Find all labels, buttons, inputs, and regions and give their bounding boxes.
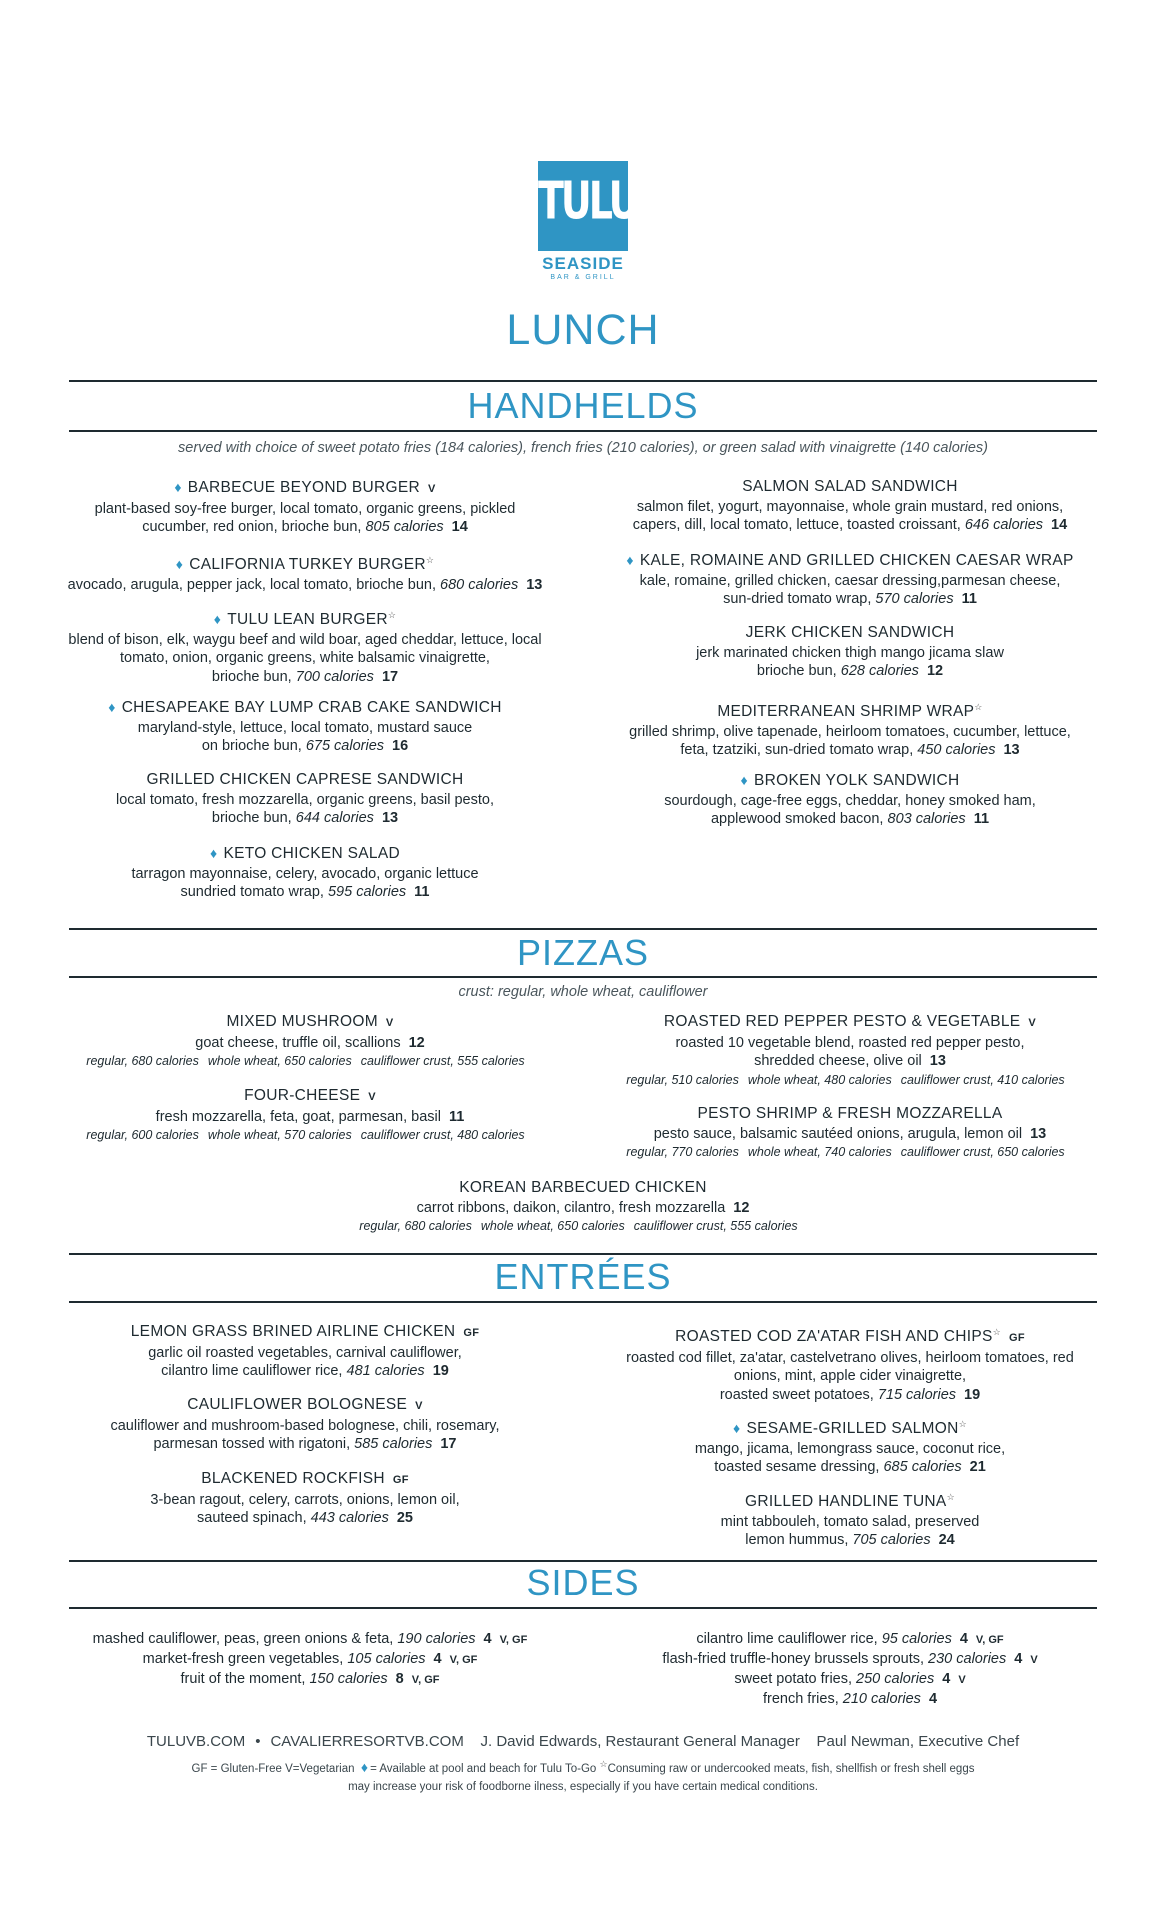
item-description: plant-based soy-free burger, local tomato, organic greens, pickled — [94, 500, 516, 517]
menu-item — [600, 1488, 1100, 1550]
item-calories: 715 calories — [877, 1386, 957, 1403]
item-price: 4 — [433, 1651, 442, 1667]
item-price: 25 — [396, 1510, 413, 1526]
item-calories: 210 calories — [842, 1691, 921, 1707]
item-tag: V, GF — [499, 1634, 528, 1646]
item-name: KOREAN BARBECUED CHICKEN — [459, 1179, 707, 1196]
divider — [69, 1301, 1097, 1303]
item-description: garlic oil roasted vegetables, carnival cauliflower, — [148, 1344, 462, 1361]
item-description: onions, mint, apple cider vinaigrette, — [733, 1368, 967, 1385]
item-description: cucumber, red onion, brioche bun, — [142, 519, 362, 535]
item-description: blend of bison, elk, waygu beef and wild boar, aged cheddar, lettuce, local — [68, 631, 542, 648]
manager-credit: J. David Edwards, Restaurant General Manager — [480, 1733, 800, 1750]
handhelds-note: served with choice of sweet potato fries (184 calories), french fries (210 calories), or green salad with vinaigrette (140 calories) — [178, 440, 988, 456]
side-item — [60, 1650, 560, 1670]
item-calories: 680 calories — [440, 576, 519, 593]
item-name: LEMON GRASS BRINED AIRLINE CHICKEN — [130, 1323, 456, 1340]
legend-text: GF = Gluten-Free V=Vegetarian — [191, 1762, 355, 1775]
menu-item — [60, 1396, 550, 1454]
item-price: 16 — [392, 738, 409, 754]
side-name: flash-fried truffle-honey brussels sprouts, — [662, 1651, 925, 1667]
item-price: 12 — [733, 1199, 750, 1216]
pizzas-note: crust: regular, whole wheat, cauliflower — [458, 984, 708, 1000]
item-name: FOUR-CHEESE — [244, 1087, 361, 1104]
item-calories: 805 calories — [365, 519, 444, 535]
divider — [69, 928, 1097, 930]
item-price: 13 — [381, 810, 399, 826]
item-price: 11 — [448, 1108, 465, 1125]
item-description: cauliflower and mushroom-based bolognese, chili, rosemary, — [110, 1417, 500, 1434]
section-heading-pizzas: PIZZAS — [516, 932, 650, 973]
item-description: pesto sauce, balsamic sautéed onions, arugula, lemon oil — [653, 1125, 1023, 1142]
item-tag: V — [385, 1017, 394, 1029]
section-heading-sides: SIDES — [526, 1562, 640, 1603]
menu-item — [60, 844, 550, 902]
diamond-icon: ♦ — [213, 611, 222, 628]
item-description: mint tabbouleh, tomato salad, preserved — [720, 1513, 980, 1530]
item-price: 4 — [1014, 1651, 1023, 1667]
divider — [69, 1607, 1097, 1609]
item-description: sundried tomato wrap, — [180, 884, 324, 900]
item-description: on brioche bun, — [201, 738, 302, 754]
divider — [69, 976, 1097, 978]
item-price: 17 — [440, 1436, 457, 1452]
item-calories: 628 calories — [840, 663, 919, 679]
item-description: 3-bean ragout, celery, carrots, onions, lemon oil, — [150, 1491, 460, 1508]
item-description: avocado, arugula, pepper jack, local tomato, brioche bun, — [67, 576, 436, 593]
crust-calories: regular, 770 calories — [626, 1145, 739, 1159]
item-calories: 450 calories — [917, 742, 996, 759]
item-price: 14 — [451, 519, 468, 535]
asterisk-icon: ☆ — [992, 1327, 1001, 1337]
crust-calories: whole wheat, 740 calories — [747, 1145, 892, 1159]
menu-item — [600, 698, 1100, 760]
item-price: 14 — [1051, 517, 1068, 533]
side-item — [60, 1630, 560, 1650]
item-name: TULU LEAN BURGER — [227, 611, 388, 629]
menu-item — [600, 1105, 1100, 1162]
item-description: carrot ribbons, daikon, cilantro, fresh mozzarella — [416, 1199, 726, 1216]
side-name: mashed cauliflower, peas, green onions & feta, — [92, 1631, 394, 1647]
side-item — [600, 1650, 1100, 1670]
item-name: MIXED MUSHROOM — [226, 1013, 378, 1030]
item-calories: 95 calories — [881, 1631, 952, 1647]
item-description: shredded cheese, olive oil — [754, 1053, 922, 1069]
crust-calories: cauliflower crust, 555 calories — [633, 1219, 798, 1233]
item-description: brioche bun, — [211, 810, 292, 826]
item-calories: 646 calories — [964, 517, 1044, 533]
item-tag: V — [1028, 1017, 1037, 1029]
item-description: fresh mozzarella, feta, goat, parmesan, basil — [155, 1108, 441, 1125]
page-title: LUNCH — [506, 306, 660, 354]
item-description: roasted cod fillet, za'atar, castelvetrano olives, heirloom tomatoes, red — [626, 1349, 1074, 1366]
menu-item — [600, 551, 1100, 609]
menu-item — [600, 1013, 1100, 1089]
logo-subtitle: BAR & GRILL — [550, 274, 616, 281]
item-name: CAULIFLOWER BOLOGNESE — [187, 1396, 408, 1413]
item-calories: 803 calories — [887, 811, 966, 827]
item-price: 11 — [973, 811, 990, 827]
item-tag: V, GF — [975, 1634, 1004, 1646]
item-calories: 644 calories — [295, 810, 374, 826]
menu-item — [60, 771, 550, 828]
item-name: ROASTED RED PEPPER PESTO & VEGETABLE — [663, 1013, 1021, 1030]
item-tag: V, GF — [411, 1674, 440, 1686]
sides-list-left — [60, 1630, 560, 1690]
item-price: 19 — [432, 1363, 449, 1379]
item-description: local tomato, fresh mozzarella, organic greens, basil pesto, — [116, 791, 494, 808]
diamond-icon: ♦ — [108, 699, 116, 715]
item-price: 13 — [526, 576, 543, 593]
item-name: BARBECUE BEYOND BURGER — [187, 479, 421, 496]
item-description: applewood smoked bacon, — [710, 811, 884, 827]
item-name: BROKEN YOLK SANDWICH — [753, 772, 960, 789]
item-calories: 585 calories — [354, 1436, 433, 1452]
item-description: brioche bun, — [211, 668, 292, 685]
item-tag: V — [415, 1400, 423, 1412]
item-name: GRILLED CHICKEN CAPRESE SANDWICH — [146, 771, 464, 788]
item-calories: 150 calories — [309, 1671, 388, 1687]
crust-calories: cauliflower crust, 650 calories — [900, 1145, 1065, 1159]
item-description: salmon filet, yogurt, mayonnaise, whole grain mustard, red onions, — [636, 498, 1064, 515]
item-price: 19 — [964, 1386, 981, 1403]
asterisk-icon: ☆ — [974, 702, 983, 712]
side-name: cilantro lime cauliflower rice, — [696, 1631, 878, 1647]
item-description: cilantro lime cauliflower rice, — [161, 1363, 343, 1379]
chef-credit: Paul Newman, Executive Chef — [816, 1733, 1020, 1750]
item-description: feta, tzatziki, sun-dried tomato wrap, — [680, 742, 914, 759]
footer — [0, 1733, 1166, 1750]
asterisk-icon: ☆ — [425, 555, 435, 565]
item-calories: 595 calories — [327, 884, 407, 900]
side-item — [60, 1670, 560, 1690]
crust-calories: regular, 510 calories — [626, 1072, 739, 1087]
tulu-logo — [538, 161, 637, 251]
menu-item — [60, 1087, 560, 1145]
website-link[interactable]: CAVALIERRESORTVB.COM — [270, 1733, 464, 1750]
item-description: toasted sesame dressing, — [714, 1459, 880, 1476]
menu-item — [600, 771, 1100, 829]
legend-text: = Available at pool and beach for Tulu To-Go — [370, 1762, 597, 1775]
item-description: brioche bun, — [756, 663, 837, 679]
item-tag: V — [368, 1091, 376, 1103]
side-item — [600, 1670, 1100, 1690]
diamond-icon: ♦ — [733, 1420, 741, 1437]
logo-mark: TULU — [538, 171, 637, 231]
asterisk-icon: ☆ — [946, 1492, 955, 1502]
item-name: CHESAPEAKE BAY LUMP CRAB CAKE SANDWICH — [121, 699, 502, 716]
item-tag: V, GF — [449, 1654, 478, 1666]
item-price: 11 — [414, 884, 430, 900]
asterisk-icon: ☆ — [599, 1759, 608, 1769]
item-calories: 190 calories — [397, 1631, 476, 1647]
item-price: 4 — [959, 1631, 968, 1647]
item-calories: 700 calories — [295, 668, 374, 685]
item-name: PESTO SHRIMP & FRESH MOZZARELLA — [697, 1105, 1003, 1122]
logo-name: SEASIDE — [542, 254, 624, 273]
item-name: ROASTED COD ZA'ATAR FISH AND CHIPS — [675, 1328, 993, 1346]
item-name: KALE, ROMAINE AND GRILLED CHICKEN CAESAR WRAP — [639, 552, 1074, 569]
menu-item — [600, 624, 1100, 681]
item-tag: V — [428, 483, 436, 495]
item-calories: 443 calories — [310, 1510, 389, 1526]
legend-text: Consuming raw or undercooked meats, fish, shellfish or fresh shell eggs — [607, 1762, 975, 1775]
item-price: 8 — [395, 1671, 404, 1687]
item-tag: V — [958, 1674, 966, 1686]
side-item — [600, 1690, 1100, 1709]
item-name: BLACKENED ROCKFISH — [201, 1470, 385, 1487]
divider — [69, 380, 1097, 382]
item-price: 13 — [929, 1053, 946, 1069]
item-tag: GF — [392, 1474, 409, 1486]
item-description: capers, dill, local tomato, lettuce, toasted croissant, — [632, 517, 961, 533]
menu-item — [60, 698, 550, 756]
crust-calories: regular, 600 calories — [86, 1128, 199, 1142]
item-description: maryland-style, lettuce, local tomato, mustard sauce — [137, 719, 473, 736]
menu-item — [60, 1013, 560, 1071]
diamond-icon: ♦ — [360, 1758, 369, 1775]
divider — [69, 1253, 1097, 1255]
item-price: 13 — [1030, 1125, 1047, 1142]
crust-calories: regular, 680 calories — [86, 1054, 199, 1068]
divider — [69, 430, 1097, 432]
section-heading-entrees: ENTRÉES — [494, 1256, 672, 1297]
item-description: sun-dried tomato wrap, — [723, 591, 872, 607]
section-heading-handhelds: HANDHELDS — [467, 385, 699, 426]
item-calories: 250 calories — [856, 1671, 935, 1687]
menu-item — [60, 551, 550, 594]
crust-calories: cauliflower crust, 480 calories — [360, 1128, 525, 1142]
item-description: roasted sweet potatoes, — [719, 1386, 874, 1403]
diamond-icon: ♦ — [174, 479, 182, 495]
crust-calories: cauliflower crust, 410 calories — [900, 1072, 1065, 1087]
item-name: SALMON SALAD SANDWICH — [742, 478, 958, 495]
side-name: french fries, — [762, 1691, 839, 1707]
legend-text: may increase your risk of foodborne ilness, especially if you have certain medical conditions. — [348, 1780, 818, 1793]
item-description: sauteed spinach, — [197, 1510, 307, 1526]
item-description: grilled shrimp, olive tapenade, heirloom tomatoes, cucumber, lettuce, — [629, 723, 1071, 740]
side-name: market-fresh green vegetables, — [142, 1651, 344, 1667]
menu-item — [60, 1323, 550, 1381]
website-link[interactable]: TULUVB.COM — [146, 1733, 246, 1750]
menu-item — [55, 606, 555, 686]
diamond-icon: ♦ — [740, 772, 748, 788]
crust-calories: whole wheat, 480 calories — [747, 1072, 892, 1087]
diamond-icon: ♦ — [626, 552, 634, 568]
item-tag: V — [1030, 1654, 1038, 1666]
item-name: MEDITERRANEAN SHRIMP WRAP — [717, 703, 975, 721]
item-description: kale, romaine, grilled chicken, caesar dressing,parmesan cheese, — [639, 572, 1061, 589]
item-description: roasted 10 vegetable blend, roasted red pepper pesto, — [675, 1034, 1025, 1051]
item-name: SESAME-GRILLED SALMON — [746, 1420, 959, 1438]
item-price: 13 — [1003, 742, 1020, 759]
item-name: JERK CHICKEN SANDWICH — [745, 624, 955, 641]
legend — [0, 1755, 1166, 1796]
item-calories: 675 calories — [305, 738, 385, 754]
diamond-icon: ♦ — [210, 845, 218, 861]
item-description: sourdough, cage-free eggs, cheddar, honey smoked ham, — [664, 792, 1036, 809]
side-name: fruit of the moment, — [180, 1671, 306, 1687]
item-description: lemon hummus, — [745, 1532, 849, 1549]
item-calories: 105 calories — [347, 1651, 426, 1667]
menu-item — [60, 1470, 550, 1528]
item-description: tarragon mayonnaise, celery, avocado, organic lettuce — [131, 865, 479, 882]
item-description: mango, jicama, lemongrass sauce, coconut rice, — [694, 1440, 1006, 1457]
separator: • — [255, 1733, 261, 1750]
menu-item — [600, 1323, 1100, 1404]
item-price: 24 — [938, 1532, 955, 1549]
diamond-icon: ♦ — [175, 556, 184, 573]
menu-item — [600, 1415, 1100, 1477]
asterisk-icon: ☆ — [958, 1419, 967, 1429]
crust-calories: whole wheat, 650 calories — [207, 1054, 352, 1068]
item-description: parmesan tossed with rigatoni, — [153, 1436, 351, 1452]
item-calories: 685 calories — [883, 1459, 962, 1476]
asterisk-icon: ☆ — [387, 610, 397, 620]
crust-calories: whole wheat, 570 calories — [207, 1128, 352, 1142]
menu-item — [600, 478, 1100, 535]
item-name: KETO CHICKEN SALAD — [223, 845, 400, 862]
item-tag: GF — [463, 1327, 480, 1339]
item-price: 17 — [381, 668, 399, 685]
item-calories: 230 calories — [928, 1651, 1007, 1667]
item-description: jerk marinated chicken thigh mango jicama slaw — [696, 644, 1004, 661]
item-price: 11 — [961, 591, 977, 607]
item-name: CALIFORNIA TURKEY BURGER — [189, 556, 426, 574]
item-price: 12 — [408, 1034, 425, 1051]
menu-item — [60, 478, 550, 537]
sides-list-right — [600, 1630, 1100, 1709]
side-name: sweet potato fries, — [734, 1671, 853, 1687]
item-price: 4 — [942, 1671, 951, 1687]
item-price: 4 — [928, 1691, 938, 1707]
item-tag: GF — [1008, 1332, 1025, 1345]
item-name: GRILLED HANDLINE TUNA — [745, 1493, 947, 1511]
item-description: tomato, onion, organic greens, white balsamic vinaigrette, — [120, 650, 490, 667]
item-calories: 570 calories — [875, 591, 954, 607]
crust-calories: regular, 680 calories — [359, 1219, 472, 1233]
item-calories: 705 calories — [852, 1532, 931, 1549]
item-price: 12 — [926, 663, 944, 679]
crust-calories: whole wheat, 650 calories — [480, 1219, 625, 1233]
item-price: 21 — [969, 1459, 986, 1476]
side-item — [600, 1630, 1100, 1650]
menu-item — [283, 1179, 883, 1236]
item-price: 4 — [483, 1631, 492, 1647]
item-calories: 481 calories — [346, 1363, 425, 1379]
item-description: goat cheese, truffle oil, scallions — [195, 1034, 401, 1051]
crust-calories: cauliflower crust, 555 calories — [360, 1054, 525, 1068]
